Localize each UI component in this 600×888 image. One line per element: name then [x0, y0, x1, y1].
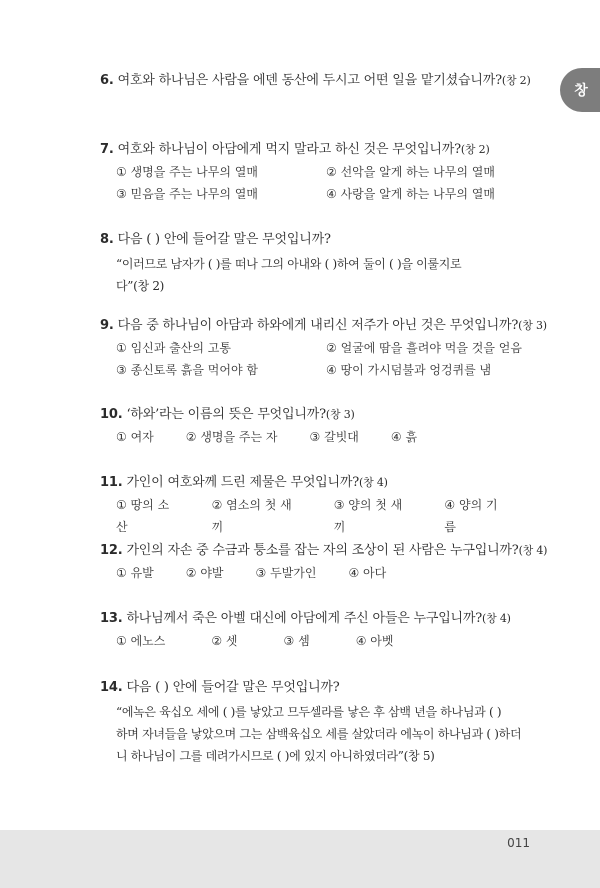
option-1[interactable]: ① 여자	[116, 430, 154, 444]
option-3[interactable]: ③ 두발가인	[255, 566, 317, 580]
question-title: 9. 다음 중 하나님이 아담과 하와에게 내리신 저주가 아닌 것은 무엇입니까?(창 3)	[100, 318, 547, 333]
option-1[interactable]: ① 임신과 출산의 고통	[116, 341, 231, 355]
question-title: 14. 다음 ( ) 안에 들어갈 말은 무엇입니까?	[100, 680, 340, 695]
quoted-passage: “에녹은 육십오 세에 ( )를 낳았고 므두셀라를 낳은 후 삼백 년을 하나님과 ( ) 하며 자녀들을 낳았으며 그는 삼백육십오 세를 살았더라 에녹이 하나님과 ( )하더 니 하나님이 그를 데려가시므로 ( )에 있지 아니하였더라”(창 5)	[116, 705, 522, 763]
option-1[interactable]: ① 에노스	[116, 634, 166, 648]
page-number: 011	[507, 836, 530, 850]
option-4[interactable]: ④ 아다	[348, 566, 387, 580]
option-4[interactable]: ④ 흙	[390, 430, 418, 444]
option-list	[116, 494, 540, 538]
option-list	[116, 630, 540, 652]
option-3[interactable]: ③ 믿음을 주는 나무의 열매	[116, 187, 258, 201]
question-title: 6. 여호와 하나님은 사람을 에덴 동산에 두시고 어떤 일을 맡기셨습니까?(창 2)	[100, 73, 531, 88]
question-13	[100, 610, 540, 652]
question-6	[100, 72, 540, 90]
question-14	[100, 679, 540, 767]
option-2[interactable]: ② 얼굴에 땀을 흘려야 먹을 것을 얻음	[326, 341, 522, 355]
question-10	[100, 406, 540, 448]
question-title: 7. 여호와 하나님이 아담에게 먹지 말라고 하신 것은 무엇입니까?(창 2)	[100, 142, 490, 157]
chapter-tab: 창	[560, 68, 600, 112]
option-3[interactable]: ③ 양의 첫 새끼	[333, 498, 403, 534]
quoted-passage: “이러므로 남자가 ( )를 떠나 그의 아내와 ( )하여 둘이 ( )을 이룰지로 다”(창 2)	[116, 257, 462, 293]
option-2[interactable]: ② 선악을 알게 하는 나무의 열매	[326, 165, 495, 179]
option-1[interactable]: ① 생명을 주는 나무의 열매	[116, 165, 258, 179]
option-2[interactable]: ② 야발	[185, 566, 224, 580]
option-list	[116, 161, 540, 205]
option-4[interactable]: ④ 땅이 가시덤불과 엉겅퀴를 냄	[326, 363, 492, 377]
question-title: 8. 다음 ( ) 안에 들어갈 말은 무엇입니까?	[100, 232, 331, 247]
question-12	[100, 542, 548, 584]
question-title: 13. 하나님께서 죽은 아벨 대신에 아담에게 주신 아들은 누구입니까?(창 4)	[100, 611, 511, 626]
option-2[interactable]: ② 생명을 주는 자	[185, 430, 278, 444]
option-3[interactable]: ③ 셈	[283, 634, 310, 648]
option-4[interactable]: ④ 양의 기름	[444, 498, 498, 534]
question-title: 11. 가인이 여호와께 드린 제물은 무엇입니까?(창 4)	[100, 475, 388, 490]
option-4[interactable]: ④ 사랑을 알게 하는 나무의 열매	[326, 187, 495, 201]
question-11	[100, 474, 540, 538]
option-3[interactable]: ③ 갈빗대	[309, 430, 359, 444]
option-4[interactable]: ④ 아벳	[355, 634, 394, 648]
option-list	[116, 337, 540, 381]
option-3[interactable]: ③ 종신토록 흙을 먹어야 함	[116, 363, 258, 377]
question-7	[100, 141, 540, 205]
option-list	[116, 426, 540, 448]
option-2[interactable]: ② 셋	[211, 634, 238, 648]
question-8	[100, 231, 540, 297]
option-1[interactable]: ① 유발	[116, 566, 154, 580]
question-9	[100, 317, 547, 381]
question-title: 12. 가인의 자손 중 수금과 퉁소를 잡는 자의 조상이 된 사람은 누구입니까?(창 4)	[100, 543, 548, 558]
option-list	[116, 562, 540, 584]
option-1[interactable]: ① 땅의 소산	[116, 498, 170, 534]
question-title: 10. ‘하와’라는 이름의 뜻은 무엇입니까?(창 3)	[100, 407, 355, 422]
option-2[interactable]: ② 염소의 첫 새끼	[211, 498, 292, 534]
